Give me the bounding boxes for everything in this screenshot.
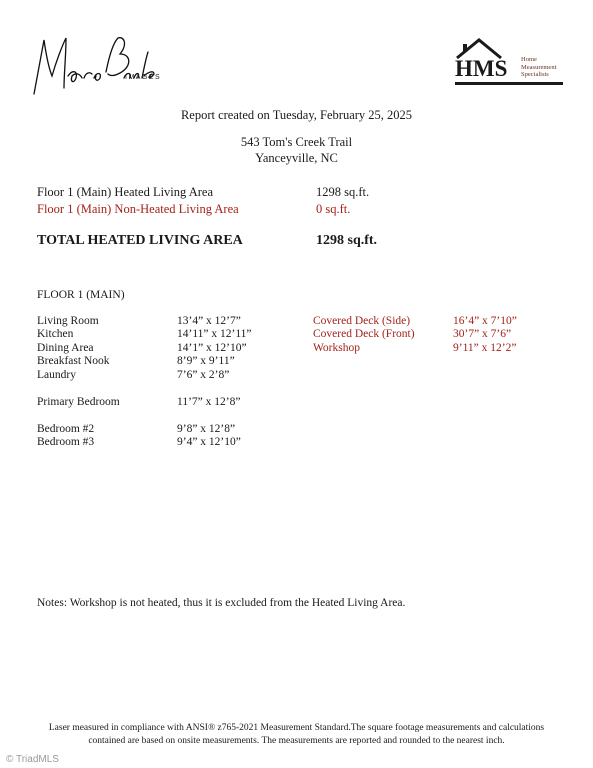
total-area-value: 1298 sq.ft.	[316, 233, 378, 248]
address-line1: 543 Tom's Creek Trail	[240, 135, 353, 149]
room-dims: 13’4” x 12’7”	[177, 315, 241, 327]
room-dims: 11’7” x 12’8”	[177, 396, 241, 408]
room-dims: 7’6” x 2’8”	[177, 369, 230, 381]
footer-line1: Laser measured in compliance with ANSI® z765-2021 Measurement Standard.The square footage measurements and calculations	[48, 723, 545, 733]
unheated-room-name: Workshop	[313, 342, 360, 354]
room-name: Breakfast Nook	[37, 355, 110, 367]
room-dims: 9’4” x 12’10”	[177, 436, 241, 448]
room-name: Kitchen	[37, 328, 74, 340]
floor-heading: FLOOR 1 (MAIN)	[37, 289, 125, 301]
room-name: Dining Area	[37, 342, 94, 354]
photographer-logo-sub: IMAGES	[125, 74, 162, 81]
hms-underline	[455, 82, 563, 85]
heated-area-label: Floor 1 (Main) Heated Living Area	[37, 185, 213, 199]
unheated-room-name: Covered Deck (Front)	[313, 328, 415, 340]
report-date: Report created on Tuesday, February 25, 2025	[180, 108, 413, 122]
photographer-logo	[28, 32, 168, 102]
nonheated-area-label: Floor 1 (Main) Non-Heated Living Area	[37, 202, 239, 216]
footer-line2: contained are based on onsite measurements. The measurements are reported and rounded to the nearest inch.	[88, 736, 505, 746]
hms-logo	[455, 38, 565, 90]
unheated-room-dims: 9’11” x 12’2”	[453, 342, 517, 354]
hms-tagline: Home Measurement Specialists	[521, 56, 557, 78]
signature-logo-graphic	[28, 32, 168, 102]
hms-letters: HMS	[455, 56, 508, 81]
unheated-room-dims: 30’7” x 7’6”	[453, 328, 512, 340]
room-name: Living Room	[37, 315, 99, 327]
room-name: Laundry	[37, 369, 76, 381]
room-dims: 14’11” x 12’11”	[177, 328, 252, 340]
total-area-label: TOTAL HEATED LIVING AREA	[37, 233, 243, 248]
unheated-room-name: Covered Deck (Side)	[313, 315, 411, 327]
room-name: Primary Bedroom	[37, 396, 120, 408]
unheated-room-dims: 16’4” x 7’10”	[453, 315, 517, 327]
room-dims: 9’8” x 12’8”	[177, 423, 236, 435]
address-line2: Yanceyville, NC	[255, 151, 338, 165]
heated-area-value: 1298 sq.ft.	[316, 185, 370, 199]
room-dims: 8’9” x 9’11”	[177, 355, 235, 367]
nonheated-area-value: 0 sq.ft.	[316, 202, 351, 216]
notes: Notes: Workshop is not heated, thus it is excluded from the Heated Living Area.	[37, 597, 406, 609]
room-name: Bedroom #2	[37, 423, 95, 435]
room-name: Bedroom #3	[37, 436, 95, 448]
room-dims: 14’1” x 12’10”	[177, 342, 247, 354]
watermark: © TriadMLS	[6, 754, 59, 765]
